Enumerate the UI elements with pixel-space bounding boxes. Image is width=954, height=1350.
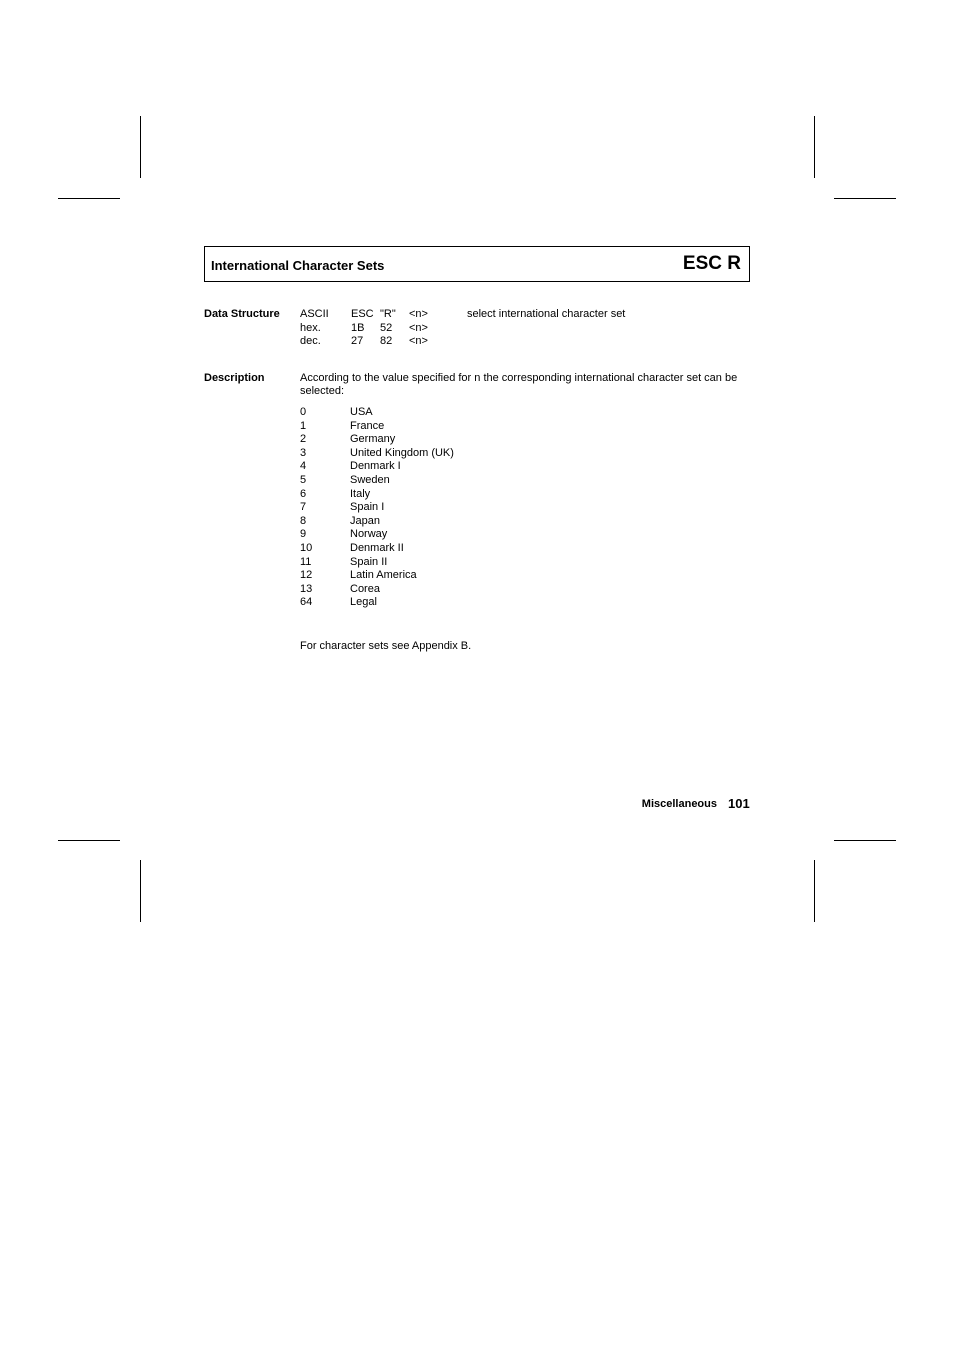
- set-name: Denmark II: [350, 541, 404, 554]
- crop-mark: [140, 116, 141, 178]
- set-number: 8: [300, 514, 307, 527]
- format-label: hex.: [300, 322, 321, 334]
- format-label: ASCII: [300, 308, 329, 320]
- description-text: According to the value specified for n the corresponding international character set can be selected:: [300, 372, 738, 397]
- set-name: Spain II: [350, 555, 388, 568]
- set-name: Norway: [350, 528, 388, 541]
- command-title: ESC R: [682, 253, 741, 274]
- set-number: 1: [300, 419, 307, 432]
- set-number: 7: [300, 501, 307, 514]
- format-label: dec.: [300, 335, 321, 347]
- code-value: 82: [380, 335, 393, 347]
- crop-mark: [58, 198, 120, 199]
- parameter: <n>: [409, 335, 428, 347]
- set-name: Denmark I: [350, 460, 401, 473]
- set-name: Spain I: [350, 501, 385, 514]
- set-name: France: [350, 419, 385, 432]
- appendix-note: For character sets see Appendix B.: [300, 640, 472, 652]
- crop-mark: [834, 198, 896, 199]
- set-name: Corea: [350, 582, 380, 595]
- set-number: 12: [300, 569, 313, 582]
- set-name: Legal: [350, 596, 377, 609]
- set-number: 11: [300, 555, 312, 568]
- set-number: 5: [300, 473, 307, 486]
- code-value: 1B: [351, 322, 365, 334]
- set-number: 10: [300, 541, 313, 554]
- set-number: 13: [300, 582, 313, 595]
- set-number: 9: [300, 528, 307, 541]
- set-number: 4: [300, 460, 307, 473]
- page-number: 101: [728, 796, 750, 811]
- crop-mark: [58, 840, 120, 841]
- set-number: 6: [300, 487, 307, 500]
- set-name: United Kingdom (UK): [350, 446, 454, 459]
- code-value: 52: [380, 322, 393, 334]
- description-label: Description: [204, 372, 265, 384]
- crop-mark: [814, 116, 815, 178]
- set-name: Latin America: [350, 569, 417, 582]
- code-value: "R": [380, 308, 396, 320]
- code-value: ESC: [351, 308, 374, 320]
- set-number: 64: [300, 596, 313, 609]
- footer-section-name: Miscellaneous: [641, 798, 717, 810]
- section-header: [204, 246, 750, 282]
- command-note: select international character set: [467, 308, 626, 320]
- set-number: 3: [300, 446, 307, 459]
- set-name: Italy: [350, 487, 371, 500]
- set-name: Sweden: [350, 473, 390, 486]
- crop-mark: [834, 840, 896, 841]
- set-number: 0: [300, 406, 307, 418]
- parameter: <n>: [409, 308, 428, 320]
- set-name: USA: [350, 406, 373, 418]
- set-name: Japan: [350, 514, 380, 527]
- parameter: <n>: [409, 322, 428, 334]
- data-structure-label: Data Structure: [204, 308, 280, 320]
- code-value: 27: [351, 335, 364, 347]
- set-number: 2: [300, 433, 307, 446]
- section-title: International Character Sets: [211, 258, 385, 273]
- crop-mark: [140, 860, 141, 922]
- set-name: Germany: [350, 433, 396, 446]
- crop-mark: [814, 860, 815, 922]
